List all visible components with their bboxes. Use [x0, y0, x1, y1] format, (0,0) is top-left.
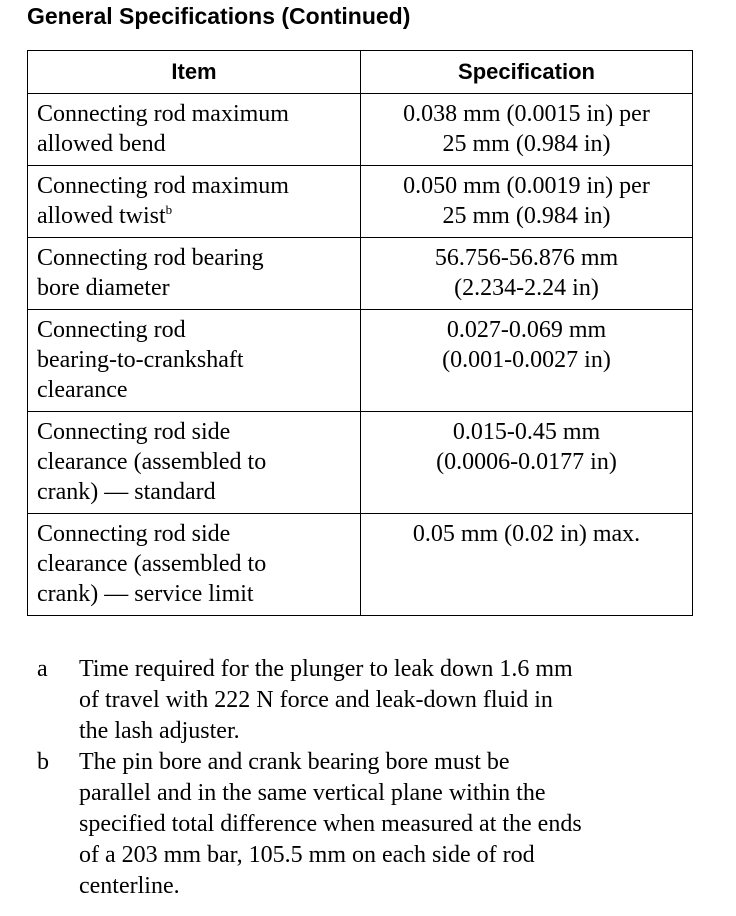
item-text-line: clearance [37, 377, 128, 403]
footnote-text-line: parallel and in the same vertical plane within the [79, 780, 546, 806]
item-text-line: Connecting rod [37, 317, 186, 343]
table-row [28, 94, 693, 166]
item-text-line: crank) — standard [37, 479, 216, 505]
footnote-text-line: specified total difference when measured at the ends [79, 811, 582, 837]
item-text-line: Connecting rod side [37, 521, 231, 547]
item-text-line: Connecting rod maximum [37, 101, 289, 127]
table-row [28, 514, 693, 616]
footnotes [37, 654, 717, 902]
footnote-marker: b [37, 749, 49, 775]
column-header-specification: Specification [361, 51, 693, 94]
item-text-line: bearing-to-crankshaft [37, 347, 244, 373]
specifications-table [27, 50, 693, 616]
specification-text-line: 25 mm (0.984 in) [442, 131, 611, 157]
footnote-b [37, 747, 717, 902]
item-text-line: clearance (assembled to [37, 551, 267, 577]
item-text-line-with-footnote [37, 201, 354, 231]
item-text-line: clearance (assembled to [37, 449, 267, 475]
specification-cell [361, 166, 693, 238]
item-text-line: bore diameter [37, 275, 170, 301]
table-row [28, 412, 693, 514]
specification-cell [361, 514, 693, 616]
item-cell [28, 412, 361, 514]
specification-text-line: 56.756-56.876 mm [434, 245, 619, 271]
specification-text-line: 0.050 mm (0.0019 in) per [403, 173, 650, 199]
specification-text-line: (0.0006-0.0177 in) [436, 449, 617, 475]
specification-text-line: (0.001-0.0027 in) [442, 347, 611, 373]
specification-cell [361, 94, 693, 166]
specification-text-line: 25 mm (0.984 in) [442, 203, 611, 229]
footnote-a [37, 654, 717, 747]
footnote-text-line: The pin bore and crank bearing bore must be [79, 749, 510, 775]
item-cell [28, 310, 361, 412]
column-header-item: Item [28, 51, 361, 94]
item-text-line: Connecting rod bearing [37, 245, 264, 271]
table-row [28, 166, 693, 238]
item-cell [28, 238, 361, 310]
specification-cell [361, 310, 693, 412]
item-cell [28, 166, 361, 238]
footnote-text-line: of a 203 mm bar, 105.5 mm on each side of rod [79, 842, 535, 868]
footnote-text-line: the lash adjuster. [79, 718, 240, 744]
specification-cell [361, 238, 693, 310]
specification-text-line: 0.027-0.069 mm [446, 317, 607, 343]
specification-text-line: 0.038 mm (0.0015 in) per [403, 101, 650, 127]
footnote-reference-b: b [165, 202, 173, 217]
specification-text-line: 0.015-0.45 mm [452, 419, 601, 445]
footnote-text [79, 654, 717, 747]
footnote-text-line: of travel with 222 N force and leak-down fluid in [79, 687, 553, 713]
table-row [28, 238, 693, 310]
item-text-line: allowed bend [37, 131, 166, 157]
item-text-line: Connecting rod maximum [37, 173, 289, 199]
footnote-text [79, 747, 717, 902]
specification-text-line: 0.05 mm (0.02 in) max. [412, 521, 641, 547]
specification-text-line: (2.234-2.24 in) [454, 275, 599, 301]
table-row [28, 310, 693, 412]
footnote-marker: a [37, 656, 48, 682]
item-text: allowed twist [37, 203, 166, 229]
footnote-text-line: centerline. [79, 873, 180, 899]
item-text-line: crank) — service limit [37, 581, 254, 607]
table-header-row [28, 51, 693, 94]
item-cell [28, 94, 361, 166]
page-title: General Specifications (Continued) [27, 3, 411, 29]
item-cell [28, 514, 361, 616]
item-text-line: Connecting rod side [37, 419, 231, 445]
specification-cell [361, 412, 693, 514]
footnote-text-line: Time required for the plunger to leak down 1.6 mm [79, 656, 573, 682]
